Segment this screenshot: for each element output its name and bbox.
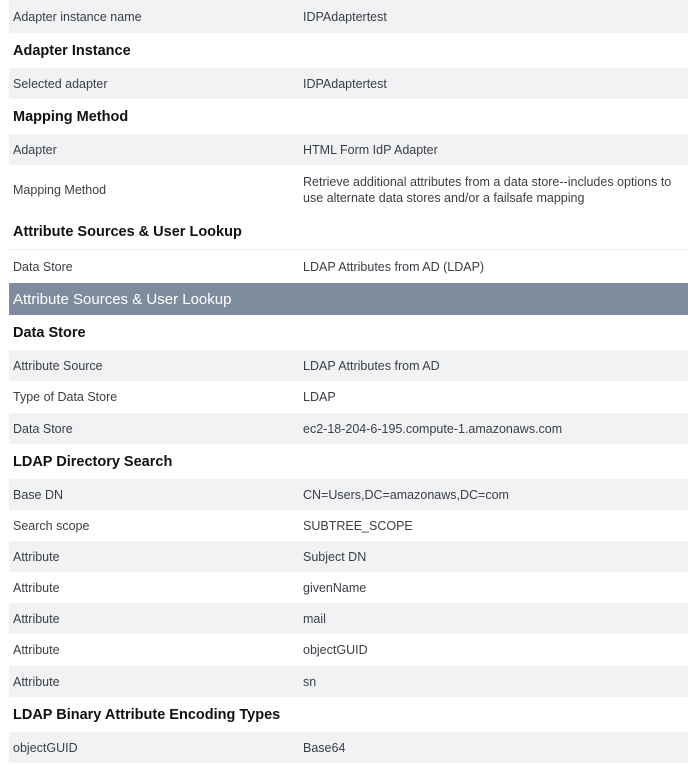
row-attribute	[9, 634, 688, 666]
row-label: Type of Data Store	[13, 390, 118, 404]
row-value: objectGUID	[303, 643, 368, 657]
row-data-store-host	[9, 413, 688, 444]
row-adapter-instance-name	[9, 0, 688, 33]
row-value: Subject DN	[303, 549, 367, 564]
section-heading-data-store: Data Store	[13, 324, 86, 341]
summary-page	[9, 0, 688, 763]
section-heading-ldap-directory-search: LDAP Directory Search	[13, 453, 173, 470]
row-attribute	[9, 603, 688, 634]
section-heading-ldap-binary-encoding: LDAP Binary Attribute Encoding Types	[13, 706, 281, 723]
row-data-store-summary	[9, 249, 688, 283]
row-value: LDAP	[303, 390, 336, 404]
row-attribute	[9, 572, 688, 603]
row-label: Base DN	[13, 487, 64, 502]
row-label: Attribute Source	[13, 358, 103, 373]
section-heading-adapter-instance: Adapter Instance	[13, 42, 131, 59]
row-label: Mapping Method	[13, 182, 107, 197]
row-label: Selected adapter	[13, 76, 108, 91]
row-attribute-source	[9, 350, 688, 381]
row-value: LDAP Attributes from AD	[303, 358, 440, 373]
row-label: Attribute	[13, 549, 60, 564]
row-value: SUBTREE_SCOPE	[303, 518, 413, 533]
row-base-dn	[9, 479, 688, 510]
row-value: givenName	[303, 580, 367, 595]
row-objectguid-encoding	[9, 732, 688, 763]
row-value: mail	[303, 611, 326, 626]
row-type-of-data-store	[9, 381, 688, 413]
row-mapping-method	[9, 165, 688, 214]
row-label: Attribute	[13, 674, 60, 689]
row-label: Search scope	[13, 518, 90, 533]
row-value: IDPAdaptertest	[303, 76, 387, 91]
row-label: Attribute	[13, 580, 60, 595]
row-value: HTML Form IdP Adapter	[303, 142, 438, 157]
section-heading-attribute-sources: Attribute Sources & User Lookup	[13, 223, 242, 240]
row-label: Adapter instance name	[13, 9, 142, 24]
row-label: Adapter	[13, 142, 57, 157]
row-value: sn	[303, 674, 317, 689]
row-label: Data Store	[13, 421, 73, 436]
row-value: Base64	[303, 740, 346, 755]
row-label: Attribute	[13, 643, 60, 657]
row-search-scope	[9, 510, 688, 541]
row-label: Data Store	[13, 259, 73, 274]
row-value: CN=Users,DC=amazonaws,DC=com	[303, 487, 509, 502]
row-selected-adapter	[9, 68, 688, 99]
row-label: objectGUID	[13, 740, 78, 755]
row-value: LDAP Attributes from AD (LDAP)	[303, 259, 485, 274]
row-attribute	[9, 541, 688, 572]
row-value: IDPAdaptertest	[303, 9, 387, 24]
row-attribute	[9, 666, 688, 697]
row-value: Retrieve additional attributes from a data store--includes options to use alternate data stores and/or a failsafe mapping	[303, 174, 672, 205]
row-label: Attribute	[13, 611, 60, 626]
row-adapter	[9, 134, 688, 165]
section-banner-attribute-sources: Attribute Sources & User Lookup	[9, 283, 688, 315]
section-heading-mapping-method: Mapping Method	[13, 108, 129, 125]
row-value: ec2-18-204-6-195.compute-1.amazonaws.com	[303, 421, 563, 436]
